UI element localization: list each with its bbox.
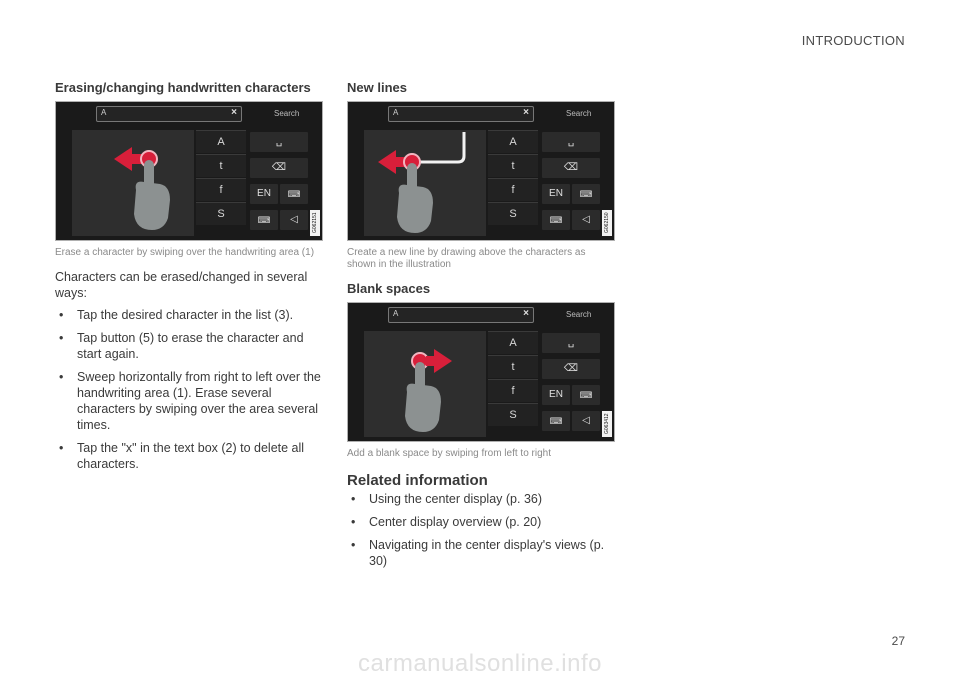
page-number: 27 [891,634,905,648]
search-label: Search [566,310,592,319]
keyboard-hide-icon: ⌨ [542,210,570,230]
erase-intro: Characters can be erased/changed in several ways: [55,270,308,300]
right-arrow-icon [426,349,452,373]
candidate-a: A [196,130,246,153]
related-info-list [347,491,615,569]
list-item [55,307,323,323]
erase-bullet-list [55,307,323,472]
search-label: Search [566,109,592,118]
keyboard-hide-icon: ⌨ [250,210,278,230]
watermark: carmanualsonline.info [358,650,602,677]
bullet-icon: • [59,441,64,455]
blank-space-caption: Add a blank space by swiping from left to right [347,448,551,459]
newline-caption: Create a new line by drawing above the characters as shown in the illustration [347,247,586,270]
backspace-icon: ⌫ [250,158,308,178]
space-key: ␣ [542,132,600,152]
related-info-heading: Related information [347,472,488,489]
bullet-icon: • [59,308,64,322]
erase-illustration [55,101,323,241]
related-link-navigating[interactable] [347,537,615,569]
bullet-icon: • [351,515,356,529]
list-item-text: Tap button (5) to erase the character and start again. [77,331,304,361]
list-item-text: Sweep horizontally from right to left over the handwriting area (1). Erase several characters by swiping over the area several times. [77,370,321,432]
erasing-heading: Erasing/changing handwritten characters [55,80,311,95]
hand-icon [397,163,433,233]
sound-icon: ◁ [280,210,308,230]
backspace-icon: ⌫ [542,359,600,379]
textbox-text: A [393,108,399,117]
bullet-icon: • [59,331,64,345]
textbox-text: A [101,108,107,117]
list-item-text: Tap the "x" in the text box (2) to delete all characters. [77,441,305,471]
blank-spaces-heading: Blank spaces [347,281,431,296]
language-key: EN [250,184,278,204]
related-link-center-display[interactable] [347,491,615,507]
candidate-f: f [488,379,538,402]
clear-icon: × [523,107,529,118]
erase-gesture-graphic [56,102,323,241]
space-key: ␣ [542,333,600,353]
bullet-icon: • [59,370,64,384]
search-label: Search [274,109,300,118]
candidate-t: t [488,355,538,378]
left-column [55,80,323,479]
sound-icon: ◁ [572,210,600,230]
newline-illustration [347,101,615,241]
candidate-f: f [196,178,246,201]
list-item [55,369,323,433]
keyboard-icon: ⌨ [572,184,600,204]
link-text[interactable]: Center display overview (p. 20) [369,515,542,529]
candidate-s: S [196,202,246,225]
section-title: INTRODUCTION [801,33,905,48]
sound-icon: ◁ [572,411,600,431]
newlines-heading: New lines [347,80,407,95]
hand-icon [405,362,441,432]
candidate-a: A [488,130,538,153]
keyboard-icon: ⌨ [280,184,308,204]
candidate-s: S [488,403,538,426]
list-item [55,330,323,362]
image-id-tag: G062151 [310,210,320,236]
bullet-icon: • [351,492,356,506]
image-id-tag: G062150 [602,210,612,236]
image-id-tag: G063412 [602,411,612,437]
clear-icon: × [523,308,529,319]
bullet-icon: • [351,538,356,552]
list-item-text: Tap the desired character in the list (3). [77,308,294,322]
language-key: EN [542,184,570,204]
candidate-a: A [488,331,538,354]
blank-space-illustration [347,302,615,442]
link-text[interactable]: Navigating in the center display's views (p. 30) [369,538,605,568]
space-key: ␣ [250,132,308,152]
candidate-t: t [488,154,538,177]
candidate-t: t [196,154,246,177]
newline-gesture-graphic [348,102,615,241]
hand-icon [134,160,170,230]
candidate-f: f [488,178,538,201]
clear-icon: × [231,107,237,118]
list-item [55,440,323,472]
backspace-icon: ⌫ [542,158,600,178]
blank-space-gesture-graphic [348,303,615,442]
right-column [347,80,615,576]
textbox-text: A [393,309,399,318]
keyboard-hide-icon: ⌨ [542,411,570,431]
link-text[interactable]: Using the center display (p. 36) [369,492,543,506]
related-link-overview[interactable] [347,514,615,530]
keyboard-icon: ⌨ [572,385,600,405]
language-key: EN [542,385,570,405]
erase-caption: Erase a character by swiping over the handwriting area (1) [55,247,315,258]
candidate-s: S [488,202,538,225]
